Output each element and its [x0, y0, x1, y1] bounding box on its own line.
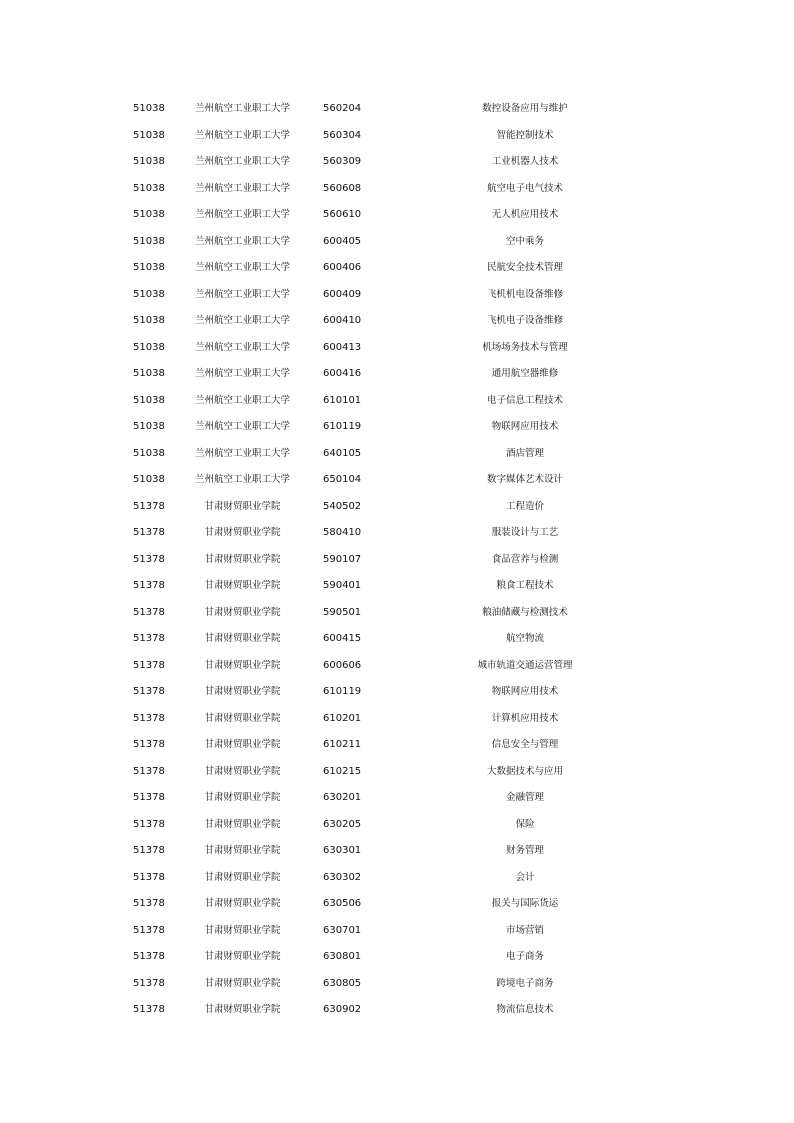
major-code-cell: 600415 — [323, 633, 362, 644]
school-name-cell: 甘肃财贸职业学院 — [204, 606, 281, 618]
school-code-cell: 51378 — [133, 765, 165, 777]
major-code-cell: 560608 — [323, 182, 362, 194]
major-name-cell: 工业机器人技术 — [491, 156, 559, 167]
school-code-cell: 51378 — [133, 871, 165, 883]
major-name-cell: 报关与国际货运 — [491, 898, 559, 909]
major-code-cell: 630201 — [323, 792, 362, 803]
major-name-cell: 无人机应用技术 — [491, 209, 559, 220]
school-name-cell: 甘肃财贸职业学院 — [204, 898, 281, 909]
school-name-cell: 兰州航空工业职工大学 — [194, 288, 290, 300]
school-name-cell: 甘肃财贸职业学院 — [204, 500, 281, 512]
school-code-cell: 51038 — [133, 103, 165, 114]
school-code-cell: 51378 — [133, 553, 165, 565]
major-code-cell: 590107 — [323, 553, 362, 565]
major-code-cell: 600606 — [323, 659, 362, 671]
table-row — [0, 467, 794, 494]
major-code-cell: 590401 — [323, 580, 362, 591]
table-row — [0, 653, 794, 680]
school-code-cell: 51378 — [133, 898, 165, 909]
table-row — [0, 335, 794, 362]
table-row — [0, 308, 794, 335]
table-row — [0, 812, 794, 839]
school-name-cell: 甘肃财贸职业学院 — [204, 924, 281, 936]
school-name-cell: 兰州航空工业职工大学 — [194, 129, 290, 141]
table-row — [0, 494, 794, 521]
major-name-cell: 机场场务技术与管理 — [482, 341, 568, 353]
major-name-cell: 酒店管理 — [505, 447, 544, 459]
table-row — [0, 679, 794, 706]
major-code-cell: 560610 — [323, 209, 362, 220]
school-name-cell: 甘肃财贸职业学院 — [204, 818, 281, 830]
school-name-cell: 甘肃财贸职业学院 — [204, 633, 281, 644]
major-name-cell: 跨境电子商务 — [496, 977, 554, 989]
major-code-cell: 600413 — [323, 341, 362, 353]
table-row — [0, 600, 794, 627]
school-code-cell: 51378 — [133, 977, 165, 989]
table-row — [0, 732, 794, 759]
table-row — [0, 971, 794, 998]
school-name-cell: 兰州航空工业职工大学 — [194, 394, 290, 406]
table-row — [0, 838, 794, 865]
school-name-cell: 兰州航空工业职工大学 — [194, 235, 290, 247]
major-name-cell: 数字媒体艺术设计 — [486, 474, 563, 485]
major-code-cell: 610119 — [323, 421, 362, 432]
major-code-cell: 540502 — [323, 500, 362, 512]
table-row — [0, 123, 794, 150]
school-name-cell: 甘肃财贸职业学院 — [204, 951, 281, 962]
major-code-cell: 630902 — [323, 1004, 362, 1015]
major-code-cell: 560309 — [323, 156, 362, 167]
major-name-cell: 财务管理 — [505, 845, 544, 856]
school-name-cell: 兰州航空工业职工大学 — [194, 421, 290, 432]
school-code-cell: 51038 — [133, 394, 165, 406]
major-code-cell: 630805 — [323, 977, 362, 989]
table-row — [0, 759, 794, 786]
major-code-cell: 600406 — [323, 262, 362, 273]
major-name-cell: 工程造价 — [505, 500, 544, 512]
school-code-cell: 51038 — [133, 421, 165, 432]
school-name-cell: 兰州航空工业职工大学 — [194, 474, 290, 485]
table-row — [0, 388, 794, 415]
school-code-cell: 51038 — [133, 262, 165, 273]
school-name-cell: 甘肃财贸职业学院 — [204, 659, 281, 671]
table-row — [0, 891, 794, 918]
major-name-cell: 粮油储藏与检测技术 — [482, 606, 568, 618]
school-name-cell: 兰州航空工业职工大学 — [194, 156, 290, 167]
table-row — [0, 176, 794, 203]
school-name-cell: 兰州航空工业职工大学 — [194, 209, 290, 220]
major-name-cell: 电子信息工程技术 — [486, 394, 563, 406]
school-code-cell: 51378 — [133, 845, 165, 856]
major-code-cell: 580410 — [323, 527, 362, 538]
major-name-cell: 食品营养与检测 — [491, 553, 559, 565]
table-row — [0, 573, 794, 600]
school-code-cell: 51378 — [133, 924, 165, 936]
school-code-cell: 51378 — [133, 686, 165, 697]
table-row — [0, 918, 794, 945]
major-code-cell: 560304 — [323, 129, 362, 141]
school-code-cell: 51038 — [133, 156, 165, 167]
school-code-cell: 51038 — [133, 315, 165, 326]
school-code-cell: 51378 — [133, 951, 165, 962]
school-code-cell: 51378 — [133, 739, 165, 750]
school-code-cell: 51038 — [133, 129, 165, 141]
major-name-cell: 航空电子电气技术 — [486, 182, 563, 194]
school-code-cell: 51038 — [133, 209, 165, 220]
school-name-cell: 甘肃财贸职业学院 — [204, 527, 281, 538]
school-name-cell: 甘肃财贸职业学院 — [204, 845, 281, 856]
table-row — [0, 361, 794, 388]
major-code-cell: 560204 — [323, 103, 362, 114]
table-row — [0, 865, 794, 892]
major-code-cell: 640105 — [323, 447, 362, 459]
school-code-cell: 51038 — [133, 341, 165, 353]
school-code-cell: 51378 — [133, 633, 165, 644]
major-code-cell: 610119 — [323, 686, 362, 697]
school-name-cell: 甘肃财贸职业学院 — [204, 553, 281, 565]
school-name-cell: 甘肃财贸职业学院 — [204, 1004, 281, 1015]
school-name-cell: 甘肃财贸职业学院 — [204, 686, 281, 697]
table-row — [0, 229, 794, 256]
table-row — [0, 149, 794, 176]
major-code-cell: 600416 — [323, 368, 362, 379]
major-name-cell: 智能控制技术 — [496, 129, 554, 141]
major-name-cell: 会计 — [515, 871, 535, 883]
major-list-table — [0, 96, 794, 1024]
table-row — [0, 547, 794, 574]
table-row — [0, 785, 794, 812]
major-code-cell: 630801 — [323, 951, 362, 962]
major-name-cell: 物联网应用技术 — [491, 686, 559, 697]
major-code-cell: 600410 — [323, 315, 362, 326]
school-name-cell: 甘肃财贸职业学院 — [204, 739, 281, 750]
school-code-cell: 51378 — [133, 659, 165, 671]
table-row — [0, 706, 794, 733]
major-code-cell: 600405 — [323, 235, 362, 247]
school-code-cell: 51378 — [133, 527, 165, 538]
school-name-cell: 兰州航空工业职工大学 — [194, 262, 290, 273]
school-code-cell: 51378 — [133, 792, 165, 803]
table-row — [0, 282, 794, 309]
school-name-cell: 兰州航空工业职工大学 — [194, 315, 290, 326]
school-name-cell: 兰州航空工业职工大学 — [194, 341, 290, 353]
major-name-cell: 物流信息技术 — [496, 1004, 554, 1015]
school-code-cell: 51038 — [133, 368, 165, 379]
school-code-cell: 51378 — [133, 818, 165, 830]
table-row — [0, 997, 794, 1024]
school-name-cell: 兰州航空工业职工大学 — [194, 103, 290, 114]
major-name-cell: 计算机应用技术 — [491, 712, 559, 724]
major-code-cell: 610211 — [323, 739, 362, 750]
table-row — [0, 944, 794, 971]
school-name-cell: 甘肃财贸职业学院 — [204, 580, 281, 591]
major-code-cell: 600409 — [323, 288, 362, 300]
school-name-cell: 甘肃财贸职业学院 — [204, 977, 281, 989]
school-name-cell: 甘肃财贸职业学院 — [204, 712, 281, 724]
major-name-cell: 民航安全技术管理 — [486, 262, 563, 273]
major-code-cell: 630506 — [323, 898, 362, 909]
major-code-cell: 610201 — [323, 712, 362, 724]
major-code-cell: 630205 — [323, 818, 362, 830]
major-name-cell: 物联网应用技术 — [491, 421, 559, 432]
major-code-cell: 590501 — [323, 606, 362, 618]
table-row — [0, 414, 794, 441]
table-row — [0, 96, 794, 123]
school-name-cell: 甘肃财贸职业学院 — [204, 765, 281, 777]
major-name-cell: 飞机电子设备维修 — [486, 315, 563, 326]
major-name-cell: 大数据技术与应用 — [486, 765, 563, 777]
major-name-cell: 飞机机电设备维修 — [486, 288, 563, 300]
major-name-cell: 保险 — [515, 818, 535, 830]
major-name-cell: 粮食工程技术 — [496, 580, 554, 591]
major-name-cell: 金融管理 — [505, 792, 544, 803]
school-code-cell: 51378 — [133, 580, 165, 591]
table-row — [0, 520, 794, 547]
school-code-cell: 51378 — [133, 606, 165, 618]
school-name-cell: 兰州航空工业职工大学 — [194, 182, 290, 194]
major-code-cell: 610101 — [323, 394, 362, 406]
major-name-cell: 城市轨道交通运营管理 — [477, 659, 573, 671]
school-code-cell: 51378 — [133, 500, 165, 512]
major-name-cell: 服装设计与工艺 — [491, 527, 559, 538]
major-code-cell: 630301 — [323, 845, 362, 856]
school-name-cell: 兰州航空工业职工大学 — [194, 368, 290, 379]
school-code-cell: 51378 — [133, 1004, 165, 1015]
school-name-cell: 兰州航空工业职工大学 — [194, 447, 290, 459]
table-row — [0, 202, 794, 229]
major-name-cell: 通用航空器维修 — [491, 368, 559, 379]
school-code-cell: 51038 — [133, 182, 165, 194]
major-name-cell: 市场营销 — [505, 924, 544, 936]
major-name-cell: 空中乘务 — [505, 235, 544, 247]
major-code-cell: 630302 — [323, 871, 362, 883]
major-name-cell: 信息安全与管理 — [491, 739, 559, 750]
major-code-cell: 610215 — [323, 765, 362, 777]
school-name-cell: 甘肃财贸职业学院 — [204, 792, 281, 803]
table-row — [0, 255, 794, 282]
school-code-cell: 51378 — [133, 712, 165, 724]
major-name-cell: 电子商务 — [505, 951, 544, 962]
major-code-cell: 650104 — [323, 474, 362, 485]
major-code-cell: 630701 — [323, 924, 362, 936]
major-name-cell: 航空物流 — [505, 633, 544, 644]
table-row — [0, 441, 794, 468]
school-code-cell: 51038 — [133, 447, 165, 459]
school-code-cell: 51038 — [133, 235, 165, 247]
school-code-cell: 51038 — [133, 288, 165, 300]
school-name-cell: 甘肃财贸职业学院 — [204, 871, 281, 883]
school-code-cell: 51038 — [133, 474, 165, 485]
major-name-cell: 数控设备应用与维护 — [482, 103, 568, 114]
table-row — [0, 626, 794, 653]
